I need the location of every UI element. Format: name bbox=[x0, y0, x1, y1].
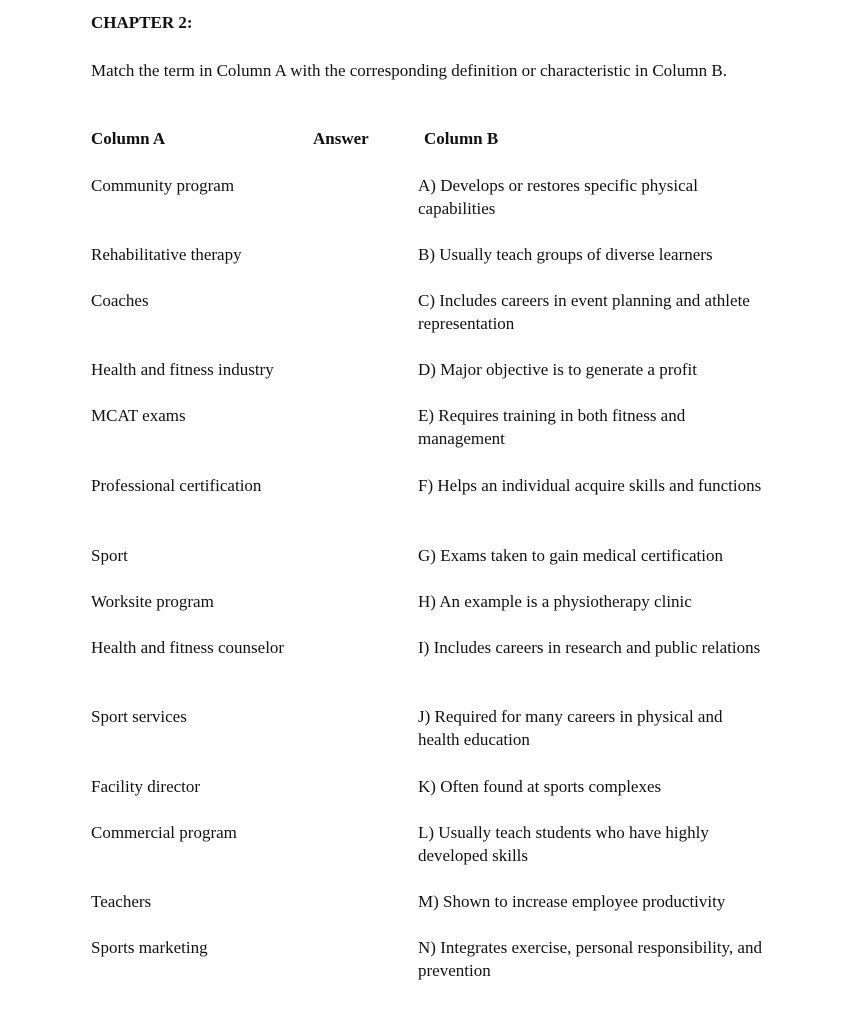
answer-slot[interactable] bbox=[313, 243, 393, 266]
column-a-term: Worksite program bbox=[91, 592, 214, 611]
column-b-definition: K) Often found at sports complexes bbox=[418, 777, 662, 796]
answer-slot[interactable] bbox=[313, 289, 393, 312]
column-a-term: MCAT exams bbox=[91, 406, 186, 425]
column-a-term: Coaches bbox=[91, 291, 149, 310]
column-b-definition: F) Helps an individual acquire skills and functions bbox=[418, 476, 762, 495]
answer-slot[interactable] bbox=[313, 636, 393, 659]
answer-slot[interactable] bbox=[313, 821, 393, 844]
answer-slot[interactable] bbox=[313, 775, 393, 798]
column-b-definition: M) Shown to increase employee productivity bbox=[418, 892, 726, 911]
column-b-definition: N) Integrates exercise, personal responsibility, and prevention bbox=[418, 938, 762, 980]
column-b-definition: B) Usually teach groups of diverse learners bbox=[418, 245, 713, 264]
column-a-term: Sport services bbox=[91, 707, 187, 726]
answer-slot[interactable] bbox=[313, 404, 393, 427]
column-b-definition: G) Exams taken to gain medical certification bbox=[418, 546, 723, 565]
answer-slot[interactable] bbox=[313, 474, 393, 497]
column-a-term: Health and fitness industry bbox=[91, 360, 274, 379]
column-a-term: Teachers bbox=[91, 892, 152, 911]
column-b-definition: A) Develops or restores specific physical capabilities bbox=[418, 176, 698, 218]
column-a-term: Facility director bbox=[91, 777, 201, 796]
chapter-title: CHAPTER 2: bbox=[91, 13, 193, 32]
column-a-term: Community program bbox=[91, 176, 235, 195]
column-b-definition: E) Requires training in both fitness and management bbox=[418, 406, 686, 448]
instructions: Match the term in Column A with the corresponding definition or characteristic in Column B. bbox=[91, 61, 727, 80]
column-a-term: Sports marketing bbox=[91, 938, 208, 957]
answer-slot[interactable] bbox=[313, 890, 393, 913]
column-a-term: Commercial program bbox=[91, 823, 237, 842]
column-a-term: Rehabilitative therapy bbox=[91, 245, 242, 264]
column-b-definition: I) Includes careers in research and public relations bbox=[418, 638, 761, 657]
column-b-definition: H) An example is a physiotherapy clinic bbox=[418, 592, 692, 611]
column-a-term: Professional certification bbox=[91, 476, 262, 495]
answer-header: Answer bbox=[313, 129, 369, 148]
answer-slot[interactable] bbox=[313, 590, 393, 613]
column-b-definition: L) Usually teach students who have highly developed skills bbox=[418, 823, 709, 865]
answer-slot[interactable] bbox=[313, 358, 393, 381]
column-b-definition: J) Required for many careers in physical and health education bbox=[418, 707, 723, 749]
answer-slot[interactable] bbox=[313, 936, 393, 959]
column-a-term: Sport bbox=[91, 546, 128, 565]
column-a-header: Column A bbox=[91, 129, 166, 148]
column-b-definition: C) Includes careers in event planning and athlete representation bbox=[418, 291, 750, 333]
answer-slot[interactable] bbox=[313, 544, 393, 567]
column-b-definition: D) Major objective is to generate a profit bbox=[418, 360, 697, 379]
column-b-header: Column B bbox=[424, 129, 499, 148]
answer-slot[interactable] bbox=[313, 705, 393, 728]
column-a-term: Health and fitness counselor bbox=[91, 638, 285, 657]
answer-slot[interactable] bbox=[313, 174, 393, 197]
